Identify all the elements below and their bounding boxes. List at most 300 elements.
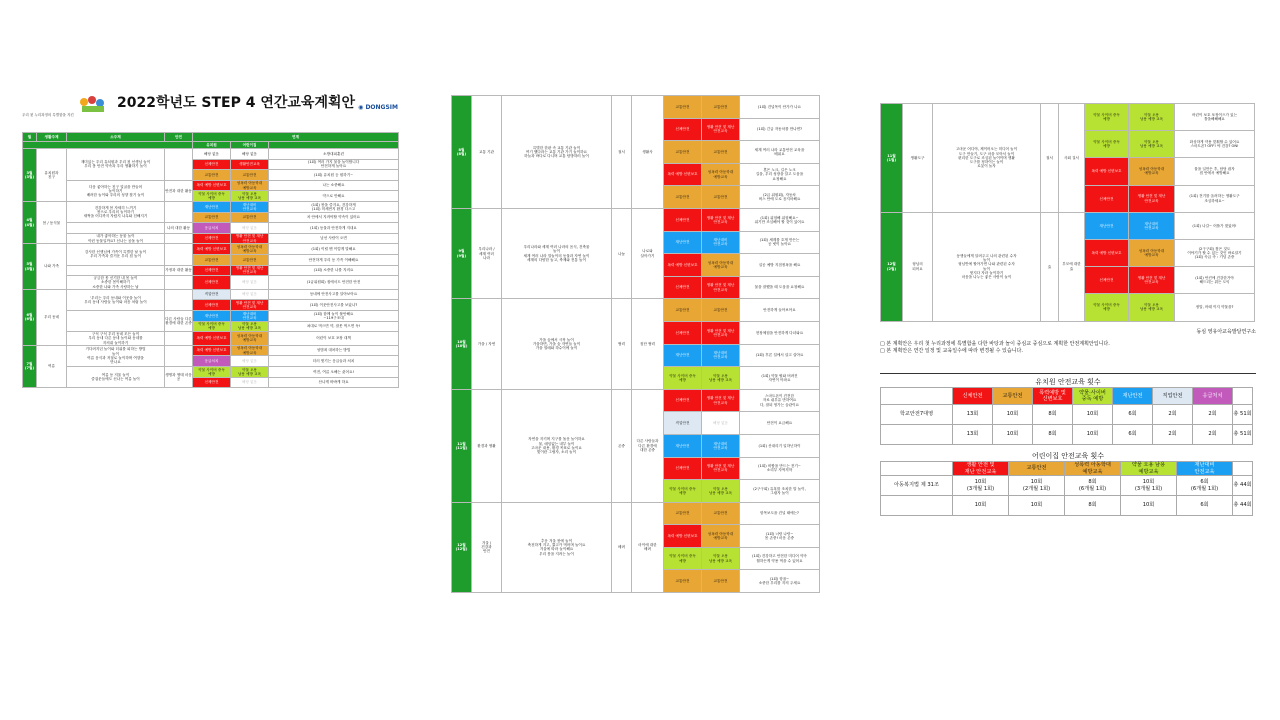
safety-cell: 다른 사람들 다른 환경에 대한 존중 bbox=[165, 310, 193, 331]
table-row bbox=[23, 366, 399, 377]
note-1: □ 본 계획안은 우리 첫 누리과정에 특별함을 다한 바탕과 놀이 중심교 중심으로 계획한 안전계획안입니다. bbox=[880, 341, 1110, 347]
count-cell: 10회 bbox=[993, 405, 1033, 425]
safety-cell bbox=[165, 332, 193, 346]
daycare-safety-tag: 교통안전 bbox=[231, 254, 269, 265]
subtheme-cell: 감사한 선생님에 가족이 특별한 날 놀이 우리 가족과 즐거운 우리 집 놀이 bbox=[67, 244, 165, 265]
kinder-safety-tag: 신체안전 bbox=[664, 457, 702, 480]
activity-cell: (2급 위원회), 자동차 버스 안에 도로 음지마해요 bbox=[740, 186, 820, 209]
theme-cell: 나와 가족 bbox=[37, 244, 67, 289]
count-cell: 6회 (6개월 1회) bbox=[1177, 476, 1233, 496]
month-label: 9월 (9월) bbox=[452, 208, 472, 298]
daycare-safety-tag: 약물 오용 남용 예방 교육 bbox=[231, 366, 269, 377]
table-row bbox=[23, 201, 399, 212]
activity-cell: (1회) 전기를 올려하는 생활도구 조심하세요~ bbox=[1175, 185, 1255, 212]
daycare-safety-tag: 성폭력 아동학대 예방교육 bbox=[702, 163, 740, 186]
safety-cell bbox=[165, 149, 193, 181]
daycare-safety-tag: 재난대비 안전교육 bbox=[231, 201, 269, 212]
kinder-safety-tag: 교통안전 bbox=[193, 170, 231, 181]
count-cell: 2회 bbox=[1153, 405, 1193, 425]
kinder-safety-tag: 폭력 예방 신변보호 bbox=[664, 163, 702, 186]
kinder-safety-tag: 약물 사이버 중독 예방 bbox=[193, 321, 231, 332]
daycare-safety-tag: 교통안전 bbox=[702, 570, 740, 593]
theme-cell: 교통 기관 bbox=[472, 96, 502, 209]
daycare-safety-tag: 약물 오용 남용 예방 교육 bbox=[231, 321, 269, 332]
theme-cell: 겨울 / 건강과 안전 bbox=[472, 502, 502, 592]
count-cell: 6회 bbox=[1113, 425, 1153, 445]
safety-cell: 배려 bbox=[612, 502, 632, 592]
daycare-safety-tag: 교통안전 bbox=[702, 502, 740, 525]
daycare-safety-tag: 생활 안전 및 재난 안전교육 bbox=[231, 233, 269, 244]
activity-cell: (1회) 이럴 땐 이렇게 말해요 bbox=[269, 244, 399, 255]
kinder-safety-tag: 재난안전 bbox=[193, 310, 231, 321]
total-cell: 총 51회 bbox=[1233, 405, 1253, 425]
month-label: 5월 (5월) bbox=[23, 244, 37, 289]
activity-cell: (1회) 항을~ 소중한 우리를 지켜 주세요 bbox=[740, 570, 820, 593]
header-month: 월 bbox=[23, 133, 37, 142]
kinder-safety-tag: 폭력 예방 신변보호 bbox=[1085, 158, 1129, 185]
table-row bbox=[23, 332, 399, 346]
count-cell: 2회 bbox=[1153, 425, 1193, 445]
kinder-safety-tag: 재난안전 bbox=[193, 201, 231, 212]
table-row bbox=[881, 212, 1255, 239]
link-cell: 부모에 대한 효 bbox=[1059, 212, 1085, 321]
daycare-safety-tag: 해당 없음 bbox=[231, 377, 269, 388]
kinder-safety-tag: 폭력 예방 신변보호 bbox=[193, 345, 231, 356]
theme-cell: 생활도구 bbox=[903, 104, 933, 213]
daycare-safety-tag: 생활 안전 및 재난 안전교육 bbox=[231, 300, 269, 311]
activity-cell: (1회) 이웃안전사고를 보았나? bbox=[269, 300, 399, 311]
daycare-safety-tag: 생활 안전 및 재난 안전교육 bbox=[1129, 185, 1175, 212]
plan-table-3 bbox=[880, 103, 1255, 322]
activity-cell: 쳐대로 먹으면 약, 잘못 먹으면 독! bbox=[269, 321, 399, 332]
safety-cell: 생명과 생태 마음공 bbox=[165, 366, 193, 387]
table-row bbox=[23, 180, 399, 191]
daycare-safety-tag: 약물 오용 남용 예방 교육 bbox=[1129, 294, 1175, 321]
count-cell: 10회 bbox=[953, 496, 1009, 516]
daycare-count-header: 생활 안전 및 재난 안전교육 bbox=[953, 462, 1009, 476]
activity-cell: 어린이 보호 포장 대책 bbox=[269, 332, 399, 346]
kinder-safety-tag: 신체안전 bbox=[664, 321, 702, 344]
kinder-safety-tag: 신체안전 bbox=[193, 377, 231, 388]
blank-header bbox=[881, 462, 953, 476]
kinder-safety-tag: 교통안전 bbox=[193, 254, 231, 265]
subtheme-cell: 자연을 지키며 지구를 돌운 놀이하요 물, 매임없는 내부 놀이 고마운 내용, 환경 목표로 놀이요 빛이란 그립자, 소리 놀이 bbox=[502, 389, 612, 502]
daycare-count-header: 재난대비 안전교육 bbox=[1177, 462, 1233, 476]
kinder-safety-tag: 신체안전 bbox=[193, 300, 231, 311]
daycare-safety-tag: 재난대비 안전교육 bbox=[231, 310, 269, 321]
subtheme-cell bbox=[67, 223, 165, 234]
kinder-safety-tag: 폭력 예방 신변보호 bbox=[193, 332, 231, 346]
activity-cell: 혼은 노크, 길은 노크 길을, 우리 성장을 알고 도움을 요청해요 bbox=[740, 163, 820, 186]
kinder-safety-tag: 약물 사이버 중독 예방 bbox=[664, 480, 702, 503]
daycare-safety-tag: 약물 오용 남용 예방 교육 bbox=[702, 547, 740, 570]
count-cell: 10회 bbox=[993, 425, 1033, 445]
activity-cell: (1회) 함께 놀이 불안해요 ~119구조대 bbox=[269, 310, 399, 321]
activity-cell: 안전이 요금해요 bbox=[740, 412, 820, 435]
kinder-count-table bbox=[880, 387, 1253, 445]
daycare-safety-tag: 성폭력 아동학대 예방교육 bbox=[1129, 158, 1175, 185]
safety-cell bbox=[165, 233, 193, 244]
kinder-safety-tag: 신체안전 bbox=[193, 159, 231, 170]
safety-cell bbox=[165, 289, 193, 310]
daycare-safety-tag: 교통안전 bbox=[231, 212, 269, 223]
count-cell: 10회 bbox=[1073, 425, 1113, 445]
activity-cell: 안전하게 우리 동 가족 이해해요 bbox=[269, 254, 399, 265]
activity-cell: 여전, 여름 오해는 싫어요! bbox=[269, 366, 399, 377]
theme-cell: 형님의 되어요 bbox=[903, 212, 933, 321]
subtheme-cell bbox=[67, 265, 165, 276]
daycare-safety-tag: 생활 안전 및 재난 안전교육 bbox=[231, 265, 269, 276]
safety-cell: 존중 bbox=[612, 389, 632, 502]
activity-cell: (1회) 안진에 건강한거야 해드리는 뭐든 도익 bbox=[1175, 267, 1255, 294]
kinder-safety-tag: 직업안전 bbox=[664, 412, 702, 435]
month-label: 10월 (10월) bbox=[452, 299, 472, 389]
daycare-count-title: 어린이집 안전교육 횟수 bbox=[1031, 452, 1105, 460]
daycare-safety-tag: 성폭력 아동학대 예방교육 bbox=[231, 180, 269, 191]
total-cell: 총 44회 bbox=[1233, 476, 1253, 496]
activity-cell: 현장체험을 안전하게 다녀와요 bbox=[740, 321, 820, 344]
daycare-safety-tag: 해당 없음 bbox=[231, 276, 269, 290]
link-cell: 짐단 협력 bbox=[632, 299, 664, 389]
month-label: 8월 (8월) bbox=[452, 96, 472, 209]
table-row bbox=[23, 345, 399, 356]
kinder-safety-tag: 재난안전 bbox=[664, 231, 702, 254]
subtheme-cell: 추운 겨울 봄에 놀이 축천하게 겨고, 쿨고카 먹어며 놀이요 겨울에 따라 놀이해요 우리 몸을 지켜는 놀이 bbox=[502, 502, 612, 592]
kinder-count-header: 응급처치 bbox=[1193, 388, 1233, 405]
count-cell: 8회 bbox=[1033, 405, 1073, 425]
kinder-count-header: 재난안전 bbox=[1113, 388, 1153, 405]
kinder-count-header: 약물·사이버 중독 예방 bbox=[1073, 388, 1113, 405]
count-cell: 6회 bbox=[1177, 496, 1233, 516]
kinder-safety-tag: 폭력 예방 신변보호 bbox=[664, 254, 702, 277]
kinder-safety-tag: 재난안전 bbox=[664, 434, 702, 457]
daycare-safety-tag: 약물 오용 남용 예방 교육 bbox=[231, 191, 269, 202]
header-link: 연계 bbox=[193, 133, 399, 142]
kinder-safety-tag: 직업안전 bbox=[193, 289, 231, 300]
daycare-safety-tag: 생활 안전 및 재난 안전교육 bbox=[702, 118, 740, 141]
count-cell: 10회 bbox=[1073, 405, 1113, 425]
safety-cell bbox=[165, 201, 193, 222]
subtheme-cell: 가을 숲에서 시작 놀이 가을하면, 가을 숲 자연들 놀이 가을 열매와 하수이에 놀이 bbox=[502, 299, 612, 389]
total-cell: 총 51회 bbox=[1233, 425, 1253, 445]
subtheme-cell: 구석 구석 우리 동네 모든 놀이 우리 동네 다른 동네 놀이와 동네를 지켜줘 놀이하기 bbox=[67, 332, 165, 346]
activity-cell: 산나게 바바캐 하요 bbox=[269, 377, 399, 388]
daycare-safety-tag: 생활안전교육 bbox=[231, 159, 269, 170]
daycare-safety-tag: 약물 오용 남용 예방 교육 bbox=[1129, 104, 1175, 131]
safety-cell: 가정과 대한 활동 bbox=[165, 265, 193, 276]
activity-cell: (1회) 건강하고 안전한 미디어 약속 월하든게 약용 먹을 수 있어요 bbox=[740, 547, 820, 570]
plan-table-1 bbox=[22, 132, 399, 388]
daycare-safety-tag: 생활 안전 및 재난 안전교육 bbox=[1129, 267, 1175, 294]
kinder-count-header: 폭력예방 및 신변보호 bbox=[1033, 388, 1073, 405]
kids-logo-icon bbox=[22, 92, 112, 118]
activity-cell: 안전하게 들아보아요 bbox=[740, 299, 820, 322]
count-cell: 10회 (2개월 1회) bbox=[1009, 476, 1065, 496]
plan-table-2 bbox=[451, 95, 820, 593]
activity-cell: 정말, 어때 이지 약물을? bbox=[1175, 294, 1255, 321]
daycare-safety-tag: 해당 없음 bbox=[231, 223, 269, 234]
daycare-safety-tag: 재난대비 안전교육 bbox=[702, 231, 740, 254]
daycare-safety-tag: 해당 없음 bbox=[231, 356, 269, 367]
activity-cell: (1회) 유치원 등 원하기~ bbox=[269, 170, 399, 181]
daycare-safety-tag: 생활 안전 및 재난 안전교육 bbox=[702, 321, 740, 344]
count-cell: 2회 bbox=[1193, 405, 1233, 425]
table-row bbox=[23, 310, 399, 321]
activity-cell: (1회) 위험해 위험해요~ 위기만 조심해야 할 것이 있어요 bbox=[740, 208, 820, 231]
activity-cell: (1회) 산내리기 일하닌하이 bbox=[740, 434, 820, 457]
daycare-count-header: 약물 오용 남용 예방교육 bbox=[1121, 462, 1177, 476]
credit-text: 동심 영유아교육발달연구소 bbox=[1196, 329, 1256, 335]
month-label: 4월 (4월) bbox=[23, 201, 37, 243]
count-cell: 10회 bbox=[1121, 496, 1177, 516]
daycare-count-table bbox=[880, 461, 1253, 516]
daycare-safety-tag: 성폭력 아동학대 예방교육 bbox=[231, 332, 269, 346]
activity-cell: 실공 예방 지점정폭을 해요 bbox=[740, 254, 820, 277]
table-row bbox=[23, 265, 399, 276]
kinder-safety-tag: 신체안전 bbox=[664, 208, 702, 231]
activity-cell: 물을 일만든 후, 담당 잡자 집 안에서 예방해요 bbox=[1175, 158, 1255, 185]
theme-cell: 우리 동네 bbox=[37, 289, 67, 345]
table-row bbox=[452, 299, 820, 322]
activity-cell: 나는 소중해요 bbox=[269, 180, 399, 191]
daycare-count-header: 성폭력 아동학대 예방교육 bbox=[1065, 462, 1121, 476]
daycare-safety-tag: 교통안전 bbox=[702, 96, 740, 119]
daycare-safety-tag: 생활 안전 및 재난 안전교육 bbox=[702, 389, 740, 412]
activity-cell: (1회) 소중한 나를 지켜요 bbox=[269, 265, 399, 276]
daycare-safety-tag: 약물 오용 남용 예방 교육 bbox=[1129, 131, 1175, 158]
month-label: 12월 (2월) bbox=[881, 212, 903, 321]
daycare-safety-tag: 교통안전 bbox=[231, 170, 269, 181]
daycare-safety-tag: 성폭력 아동학대 예방교육 bbox=[702, 525, 740, 548]
daycare-safety-tag: 생활 안전 및 재난 안전교육 bbox=[702, 457, 740, 480]
kinder-safety-tag: 교통안전 bbox=[664, 141, 702, 164]
kinder-safety-tag: 신체안전 bbox=[1085, 185, 1129, 212]
daycare-safety-tag: 재난대비 안전교육 bbox=[1129, 212, 1175, 239]
activity-cell: (1회) 건널목이 안가가 나요 bbox=[740, 96, 820, 119]
kinder-safety-tag: 약물 사이버 중독 예방 bbox=[664, 367, 702, 390]
activity-cell: 더러 벗기는 응급들과 처치 bbox=[269, 356, 399, 367]
activity-cell: 물을 잘했을 때 도움을 요청해요 bbox=[740, 276, 820, 299]
activity-cell: 낮선 사람이 오면 bbox=[269, 233, 399, 244]
kinder-count-header: 직업안전 bbox=[1153, 388, 1193, 405]
daycare-safety-tag: 성폭력 아동학대 예방교육 bbox=[1129, 239, 1175, 266]
kinder-count-header: 신체안전 bbox=[953, 388, 993, 405]
kinder-safety-tag: 교통안전 bbox=[664, 502, 702, 525]
link-cell: 마이에 대한 배려 bbox=[632, 502, 664, 592]
daycare-safety-tag: 성폭력 아동학대 예방교육 bbox=[231, 244, 269, 255]
kinder-safety-tag: 약물 사이버 중독 예방 bbox=[193, 366, 231, 377]
activity-cell: (2구구회) 찾은 것도 이야기가 할 수 있는 것인 바로알기 (1회) 속급 속 : 기념 존중 bbox=[1175, 239, 1255, 266]
activity-cell: 차 안에서 지켜야할 약속이 있어요 bbox=[269, 212, 399, 223]
activity-cell: 화상하게 약용 맞춰할 수 있어요 스마트폰? OFF! 야 건강? ON! bbox=[1175, 131, 1255, 158]
row-label bbox=[881, 496, 953, 516]
safety-cell: 안전과 대한 활동 bbox=[165, 180, 193, 201]
blank-header bbox=[881, 388, 953, 405]
activity-cell: 약으로 만해요 bbox=[269, 191, 399, 202]
kinder-count-header: 교통안전 bbox=[993, 388, 1033, 405]
safety-cell: 절서 bbox=[612, 96, 632, 209]
kinder-safety-tag: 재난안전 bbox=[1085, 212, 1129, 239]
header-safety: 안전 bbox=[165, 133, 193, 142]
month-label: 3월 (3월) bbox=[23, 149, 37, 202]
count-cell: 10회 (3개월 1회) bbox=[953, 476, 1009, 496]
theme-cell: 환경과 생활 bbox=[472, 389, 502, 502]
activity-cell: (2구구회) 유혹를 조치한 말 놀이, 그림자 놀이 bbox=[740, 480, 820, 503]
kinder-safety-tag: 교통안전 bbox=[664, 570, 702, 593]
table-row bbox=[23, 233, 399, 244]
theme-cell: 가을 / 자연 bbox=[472, 299, 502, 389]
activity-cell: (1회) 비합을 만드는 전기~ 소리부 자역칙학 bbox=[740, 457, 820, 480]
activity-cell: (1회) 긴급 자동차를 만나면? bbox=[740, 118, 820, 141]
kinder-safety-tag: 교통안전 bbox=[664, 299, 702, 322]
subtheme-cell: 여름 동 저울 놀이 즐겁운들에도 신나는 여름 놀이 bbox=[67, 366, 165, 387]
safety-cell bbox=[165, 276, 193, 290]
activity-cell: (1회) 여러 가지 물을 놀이합니다 안전하게 놀아요 bbox=[269, 159, 399, 170]
table-row bbox=[452, 208, 820, 231]
brand-name: DONGSIM bbox=[365, 104, 398, 111]
activity-cell: (1회) 동물과 안전하게 지내요 bbox=[269, 223, 399, 234]
subtheme-cell: 재미있는 우리 유치원과 우리 첫 선생님 놀이 우리 몸 안전 약속과 우리 생활하기 놀이 bbox=[67, 149, 165, 181]
plan-page-3 bbox=[880, 103, 1256, 521]
activity-cell: 스마트폰이 건전한 자료 쉬우유 만하여요 다, 잘되 영가는 습관이요 bbox=[740, 389, 820, 412]
subtheme-cell: 다음 좋아하는 친구 얼굴을 만들어 놀이하기 배려한 놀이와 우리의 성향 찾기 놀이 bbox=[67, 180, 165, 201]
kinder-safety-tag: 해당 없음 bbox=[193, 149, 231, 160]
count-cell: 10회 (3개월 1회) bbox=[1121, 476, 1177, 496]
header-blank bbox=[23, 142, 193, 149]
header-theme: 생활주제 bbox=[37, 133, 67, 142]
activity-cell: 어린이 보호 포장이으가 있는 틀을해해해요 bbox=[1175, 104, 1255, 131]
safety-cell: 절서 bbox=[1041, 104, 1059, 213]
activity-cell: 항목보도을 건널 때에는? bbox=[740, 502, 820, 525]
daycare-safety-tag: 해당 없음 bbox=[702, 412, 740, 435]
header-daycare: 어린이집 bbox=[231, 142, 269, 149]
header-kinder: 유치원 bbox=[193, 142, 231, 149]
link-cell: 사회 질서 bbox=[1059, 104, 1085, 213]
month-label: 12월 (12월) bbox=[452, 502, 472, 592]
subtheme-cell: 동생들에게 알려주고 나의 관련된 수자 놀이 형님반에 할아가면 나와 관련된 수자 놀이 멋지다 자라 놀이하기 마음을 나누는 좋은 사람이 놀이 bbox=[933, 212, 1041, 321]
daycare-count-header: 교통안전 bbox=[1009, 462, 1065, 476]
activity-cell: (1회) 후론 설에서 살고 살아요 bbox=[740, 344, 820, 367]
plan-page-2 bbox=[451, 95, 807, 641]
activity-cell: 동네에 안전사고를 알아보아요 bbox=[269, 289, 399, 300]
count-cell: 8회 bbox=[1065, 496, 1121, 516]
safety-cell: 협력 bbox=[612, 299, 632, 389]
subtheme-cell: 고마운 어디야, 제이어오는 미디어 놀이 도구 만들기, 도구 마을 모아서 놀이 편리한 도구로 조심된 놀이이며 생활 도구를 정하이는 놀이 로봇이 놀자 bbox=[933, 104, 1041, 213]
kinder-safety-tag: 응급처치 bbox=[193, 223, 231, 234]
theme-cell: 우리나라 / 세계 여러 나라 bbox=[472, 208, 502, 298]
link-cell: 생활사 bbox=[632, 96, 664, 209]
month-label: 7월 (7월) bbox=[23, 345, 37, 387]
kinder-safety-tag: 신체안전 bbox=[193, 233, 231, 244]
safety-cell bbox=[165, 345, 193, 366]
kinder-safety-tag: 교통안전 bbox=[193, 212, 231, 223]
activity-cell: (1급위원회) 집에서도 안전한 안전 bbox=[269, 276, 399, 290]
kinder-safety-tag: 신체안전 bbox=[193, 276, 231, 290]
kinder-safety-tag: 약물 사이버 중독 예방 bbox=[1085, 131, 1129, 158]
subtheme-cell: 우리나라와 세계 여러 나라의 음식, 건축물 놀이 세계 여러 나라 말놀이의 동물과 자연 놀이 세계의 다양한 놀고, 축제와 전통 놀이 bbox=[502, 208, 612, 298]
kinder-safety-tag: 응급처치 bbox=[193, 356, 231, 367]
kinder-safety-tag: 교통안전 bbox=[664, 186, 702, 209]
count-cell: 6회 bbox=[1113, 405, 1153, 425]
daycare-safety-tag: 재난대비 안전교육 bbox=[702, 344, 740, 367]
total-cell: 총 44회 bbox=[1233, 496, 1253, 516]
kinder-safety-tag: 폭력 예방 신변보호 bbox=[664, 525, 702, 548]
subtheme-cell: 기다려지던 놀이와 더위를 피하는 방법 놀이 여름 음식과 저절로 놀이하며 여향을 만나요 bbox=[67, 345, 165, 366]
daycare-safety-tag: 교통안전 bbox=[702, 186, 740, 209]
daycare-safety-tag: 교통안전 bbox=[702, 141, 740, 164]
kinder-safety-tag: 약물 사이버 중독 예방 bbox=[193, 191, 231, 202]
count-cell: 8회 bbox=[1033, 425, 1073, 445]
activity-cell: 성범죄 대처하는 방법 bbox=[269, 345, 399, 356]
subtheme-cell: '우리는 우리 동네와 이웃을 놀이 우리 동네 사람들 놀이와 마음 처럼 놀이 bbox=[67, 289, 165, 310]
safety-cell bbox=[165, 244, 193, 265]
subtheme-cell bbox=[67, 310, 165, 331]
daycare-safety-tag: 성폭력 아동학대 예방교육 bbox=[702, 254, 740, 277]
row-label: 학교안전7대영 bbox=[881, 405, 953, 425]
kinder-safety-tag: 약물 사이버 중독 예방 bbox=[1085, 104, 1129, 131]
note-2: □ 본 계획안은 연간 일정 및 교육일수에 따라 변경될 수 있습니다. bbox=[880, 348, 1023, 354]
theme-cell: 여름 bbox=[37, 345, 67, 387]
count-cell: 13회 bbox=[953, 425, 993, 445]
daycare-safety-tag: 재난대비 안전교육 bbox=[702, 434, 740, 457]
activity-cell: (1회) 약물 팔와 버려진 자연이 아파요 bbox=[740, 367, 820, 390]
activity-cell: (1회) 세계를 흐게 만든는 공 넷이 놀아요 bbox=[740, 231, 820, 254]
blank-header bbox=[1233, 388, 1253, 405]
link-cell: 다른 사람들과 다른 환경에 대한 존중 bbox=[632, 389, 664, 502]
daycare-safety-tag: 교통안전 bbox=[702, 299, 740, 322]
dongsim-logo: ◉ DONGSIM bbox=[358, 104, 398, 111]
kinder-safety-tag: 폭력 예방 신변보호 bbox=[1085, 239, 1129, 266]
activity-cell: (1회) 나갈~ 어플가 찾았어! bbox=[1175, 212, 1255, 239]
safety-cell: 나눔 bbox=[612, 208, 632, 298]
safety-cell: 나의 대한 활동 bbox=[165, 223, 193, 234]
kinder-count-title: 유치원 안전교육 횟수 bbox=[1035, 378, 1101, 386]
count-cell: 10회 bbox=[1009, 496, 1065, 516]
count-cell: 2회 bbox=[1193, 425, 1233, 445]
count-cell: 13회 bbox=[953, 405, 993, 425]
link-cell: 나로와 살아가기 bbox=[632, 208, 664, 298]
daycare-safety-tag: 생활 안전 및 재난 안전교육 bbox=[702, 276, 740, 299]
daycare-safety-tag: 해당 없음 bbox=[231, 149, 269, 160]
kinder-safety-tag: 신체안전 bbox=[1085, 267, 1129, 294]
kinder-safety-tag: 재난안전 bbox=[664, 344, 702, 367]
month-label: 11월 (1월) bbox=[881, 104, 903, 213]
header-subtheme: 소주제 bbox=[67, 133, 165, 142]
subtheme-cell: 건강하게 봄 자세히 느끼기 봄으로 우리의 놀이하기 새싹을 어디까지 자랐지 나무와 친해지기 bbox=[67, 201, 165, 222]
blank-header bbox=[1233, 462, 1253, 476]
table-row bbox=[23, 244, 399, 255]
subtheme-cell: 특별한 한판 속 교통 기관 놀이 여기 했다라는 교통 기관 가기 놀이하요 하늘과 바다로 다니며 교통 탐방하러 놀이 bbox=[502, 96, 612, 209]
daycare-safety-tag: 성폭력 아동학대 예방교육 bbox=[231, 345, 269, 356]
activity-cell: (1회) 봄을 즐겨요, 건강하게 (1회) 미세먼지 환경 다스고 bbox=[269, 201, 399, 212]
row-label bbox=[881, 425, 953, 445]
month-label: 11월 (11월) bbox=[452, 389, 472, 502]
header-blank bbox=[269, 142, 399, 149]
daycare-safety-tag: 약물 오용 남용 예방 교육 bbox=[702, 367, 740, 390]
table-row bbox=[23, 223, 399, 234]
kinder-safety-tag: 신체안전 bbox=[664, 389, 702, 412]
kinder-safety-tag: 신체안전 bbox=[664, 276, 702, 299]
subtheme-cell: 내가 좋아하는 동물 놀이 이런 동물일까요? 신나는 곰돌 놀이 bbox=[67, 233, 165, 244]
logo-left-text: 우리 첫 누리과정의 특별함을 지킨 bbox=[22, 113, 74, 117]
divider bbox=[880, 373, 1256, 374]
page-title: 2022학년도 STEP 4 연간교육계획안 bbox=[117, 95, 356, 111]
table-row bbox=[23, 276, 399, 290]
table-row bbox=[452, 389, 820, 412]
safety-cell: 효 bbox=[1041, 212, 1059, 321]
table-row bbox=[452, 96, 820, 119]
table-row bbox=[23, 289, 399, 300]
